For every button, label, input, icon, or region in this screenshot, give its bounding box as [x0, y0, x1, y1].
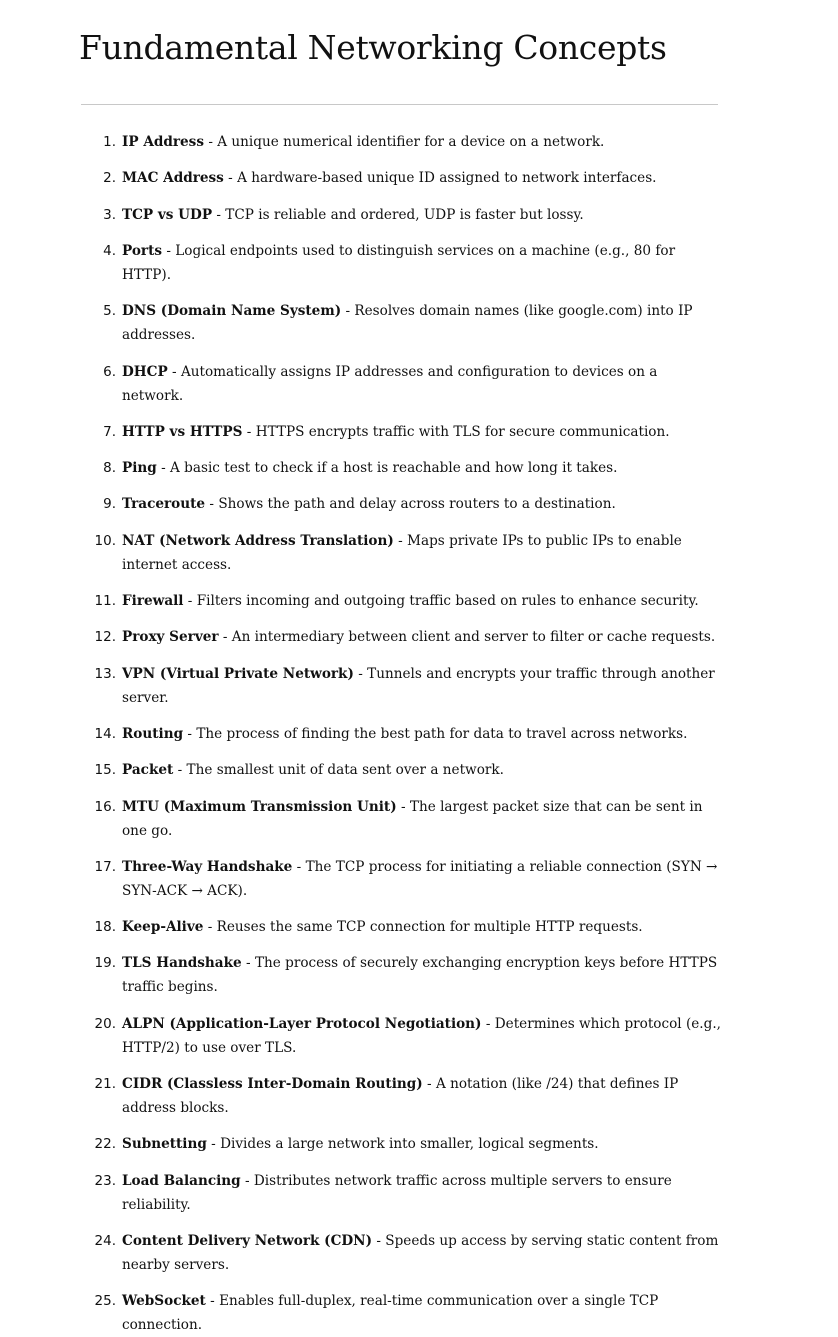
list-item — [0, 625, 838, 649]
item-term: CIDR (Classless Inter-Domain Routing) — [122, 1076, 423, 1092]
item-number: 7. — [103, 423, 116, 440]
item-number: 10. — [94, 532, 116, 549]
item-separator: - — [341, 303, 355, 320]
item-text — [122, 529, 722, 577]
item-text — [122, 492, 722, 516]
item-term: HTTP vs HTTPS — [122, 423, 243, 440]
list-item — [0, 420, 838, 444]
item-number: 15. — [94, 762, 116, 779]
item-separator: - — [204, 134, 218, 150]
item-text — [122, 1012, 722, 1060]
list-item — [0, 529, 838, 577]
list-item — [0, 360, 838, 408]
item-term: VPN (Virtual Private Network) — [122, 665, 354, 682]
list-item — [0, 1072, 838, 1120]
item-number: 22. — [94, 1136, 116, 1153]
list-item — [0, 456, 838, 480]
item-separator: - — [173, 762, 187, 779]
item-description: TCP is reliable and ordered, UDP is faster but lossy. — [225, 206, 584, 223]
item-number: 20. — [94, 1015, 116, 1032]
item-text — [122, 722, 722, 746]
list-item — [0, 203, 838, 227]
item-number: 8. — [103, 460, 116, 477]
item-term: DHCP — [122, 363, 168, 380]
item-term: TLS Handshake — [122, 955, 242, 972]
item-description: A unique numerical identifier for a device on a network. — [217, 134, 605, 150]
item-text — [122, 855, 722, 903]
item-term: Subnetting — [122, 1136, 207, 1153]
item-text — [122, 456, 722, 480]
item-separator: - — [240, 1172, 254, 1189]
item-separator: - — [156, 460, 171, 477]
item-term: Keep-Alive — [122, 919, 204, 936]
item-text — [122, 130, 722, 154]
item-number: 2. — [103, 170, 116, 187]
item-term: MTU (Maximum Transmission Unit) — [122, 798, 397, 815]
list-item — [0, 951, 838, 999]
item-number: 6. — [103, 363, 116, 380]
list-item — [0, 758, 838, 782]
item-number: 24. — [94, 1232, 116, 1249]
item-separator: - — [167, 363, 181, 380]
list-item — [0, 1289, 838, 1337]
item-term: Proxy Server — [122, 629, 219, 646]
item-number: 21. — [94, 1076, 116, 1092]
item-separator: - — [212, 206, 226, 223]
item-term: Routing — [122, 725, 184, 742]
item-description: The smallest unit of data sent over a network. — [186, 762, 504, 779]
item-description: Automatically assigns IP addresses and configuration to devices on a network. — [122, 363, 658, 404]
item-description: The largest packet size that can be sent in one go. — [122, 798, 703, 839]
item-text — [122, 203, 722, 227]
item-description: A hardware-based unique ID assigned to network interfaces. — [237, 170, 657, 187]
item-separator: - — [396, 798, 410, 815]
item-description: HTTPS encrypts traffic with TLS for secure communication. — [255, 423, 670, 440]
list-item — [0, 1012, 838, 1060]
item-description: Speeds up access by serving static content from nearby servers. — [122, 1232, 719, 1273]
item-description: Determines which protocol (e.g., HTTP/2) to use over TLS. — [122, 1015, 721, 1056]
list-item — [0, 795, 838, 843]
list-item — [0, 166, 838, 190]
item-text — [122, 758, 722, 782]
item-number: 19. — [94, 955, 116, 972]
item-text — [122, 915, 722, 939]
item-term: Content Delivery Network (CDN) — [122, 1232, 373, 1249]
item-number: 25. — [94, 1293, 116, 1310]
list-item — [0, 722, 838, 746]
item-description: Tunnels and encrypts your traffic through another server. — [122, 665, 715, 706]
item-description: A basic test to check if a host is reachable and how long it takes. — [170, 460, 618, 477]
item-description: Filters incoming and outgoing traffic based on rules to enhance security. — [196, 593, 699, 609]
item-separator: - — [205, 1293, 220, 1310]
item-separator: - — [223, 170, 238, 187]
item-description: The process of securely exchanging encryption keys before HTTPS traffic begins. — [122, 955, 718, 996]
item-description: Divides a large network into smaller, logical segments. — [220, 1136, 599, 1153]
item-description: Shows the path and delay across routers to a destination. — [218, 496, 616, 513]
item-term: WebSocket — [122, 1293, 206, 1310]
item-term: ALPN (Application-Layer Protocol Negotiation) — [122, 1015, 482, 1032]
item-description: The process of finding the best path for data to travel across networks. — [196, 725, 688, 742]
item-number: 11. — [94, 593, 116, 609]
item-separator: - — [422, 1076, 436, 1092]
item-separator: - — [241, 955, 255, 972]
list-item — [0, 492, 838, 516]
item-text — [122, 662, 722, 710]
item-term: NAT (Network Address Translation) — [122, 532, 394, 549]
item-description: Distributes network traffic across multiple servers to ensure reliability. — [122, 1172, 672, 1213]
item-term: Traceroute — [122, 496, 206, 513]
item-number: 16. — [94, 798, 116, 815]
item-description: An intermediary between client and server to filter or cache requests. — [231, 629, 716, 646]
item-term: MAC Address — [122, 170, 224, 187]
list-item — [0, 299, 838, 347]
list-item — [0, 589, 838, 613]
item-text — [122, 1072, 722, 1120]
item-term: IP Address — [122, 134, 204, 150]
item-separator: - — [292, 858, 306, 875]
list-item — [0, 239, 838, 287]
item-separator: - — [205, 496, 219, 513]
item-separator: - — [218, 629, 232, 646]
item-term: Packet — [122, 762, 174, 779]
item-text — [122, 299, 722, 347]
item-text — [122, 625, 722, 649]
item-term: TCP vs UDP — [122, 206, 213, 223]
item-term: Load Balancing — [122, 1172, 241, 1189]
item-text — [122, 795, 722, 843]
list-item — [0, 1229, 838, 1277]
item-separator: - — [206, 1136, 221, 1153]
item-number: 14. — [94, 725, 116, 742]
item-separator: - — [203, 919, 217, 936]
list-item — [0, 855, 838, 903]
list-item — [0, 130, 838, 154]
item-number: 5. — [103, 303, 116, 320]
item-text — [122, 420, 722, 444]
item-text — [122, 166, 722, 190]
item-separator: - — [372, 1232, 386, 1249]
item-description: A notation (like /24) that defines IP address blocks. — [122, 1076, 679, 1116]
item-separator: - — [393, 532, 408, 549]
item-number: 17. — [94, 858, 116, 875]
item-description: The TCP process for initiating a reliable connection (SYN → SYN-ACK → ACK). — [122, 858, 718, 899]
list-item — [0, 1169, 838, 1217]
item-text — [122, 360, 722, 408]
item-text — [122, 239, 722, 287]
list-item — [0, 915, 838, 939]
item-text — [122, 1289, 722, 1337]
item-separator: - — [242, 423, 256, 440]
item-separator: - — [353, 665, 368, 682]
item-number: 23. — [94, 1172, 116, 1189]
page-title: Fundamental Networking Concepts — [79, 28, 667, 67]
item-description: Resolves domain names (like google.com) into IP addresses. — [122, 303, 693, 344]
item-description: Reuses the same TCP connection for multiple HTTP requests. — [216, 919, 643, 936]
horizontal-divider — [81, 104, 718, 105]
item-term: DNS (Domain Name System) — [122, 303, 342, 320]
item-text — [122, 589, 722, 613]
item-number: 1. — [103, 134, 116, 150]
item-term: Ports — [122, 242, 163, 259]
item-number: 9. — [103, 496, 116, 513]
item-description: Maps private IPs to public IPs to enable internet access. — [122, 532, 682, 573]
item-number: 4. — [103, 242, 116, 259]
item-number: 13. — [94, 665, 116, 682]
item-term: Three-Way Handshake — [122, 858, 293, 875]
item-separator: - — [481, 1015, 495, 1032]
item-text — [122, 1229, 722, 1277]
list-item — [0, 662, 838, 710]
item-text — [122, 1132, 722, 1156]
item-description: Logical endpoints used to distinguish services on a machine (e.g., 80 for HTTP). — [122, 242, 676, 283]
list-item — [0, 1132, 838, 1156]
item-text — [122, 951, 722, 999]
item-separator: - — [183, 725, 197, 742]
item-term: Firewall — [122, 593, 184, 609]
item-number: 3. — [103, 206, 116, 223]
item-number: 18. — [94, 919, 116, 936]
item-term: Ping — [122, 460, 157, 477]
item-number: 12. — [94, 629, 116, 646]
item-separator: - — [162, 242, 176, 259]
item-description: Enables full-duplex, real-time communication over a single TCP connection. — [122, 1293, 659, 1334]
item-text — [122, 1169, 722, 1217]
item-separator: - — [183, 593, 197, 609]
